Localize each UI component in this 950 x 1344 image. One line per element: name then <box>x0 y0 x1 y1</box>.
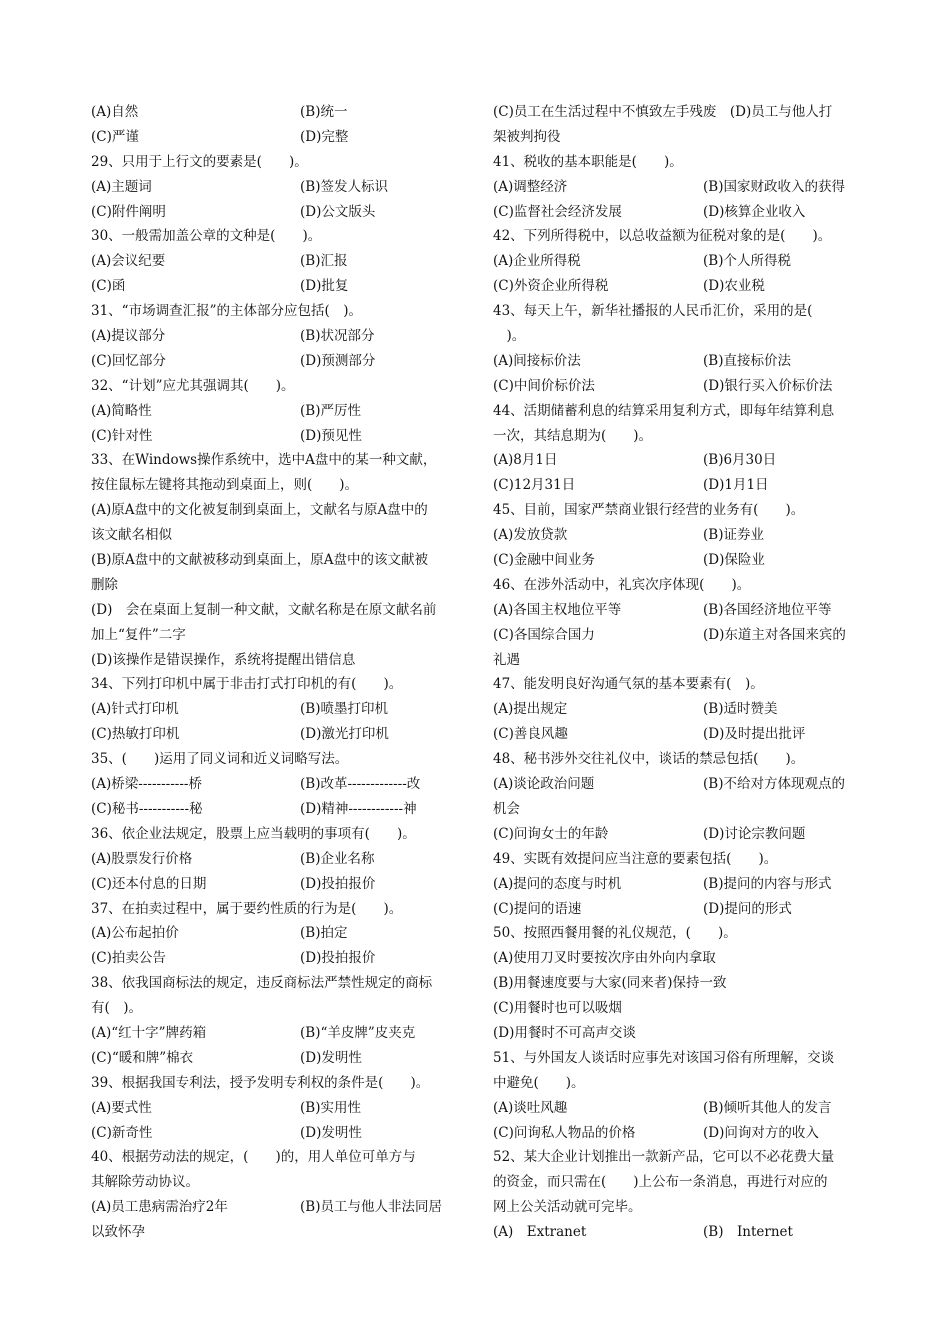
option-row <box>493 872 865 897</box>
text-line: 43、每天上午，新华社播报的人民币汇价，采用的是( <box>493 303 813 320</box>
option-text: (A)提出规定 <box>493 701 568 718</box>
option-text: (D)预测部分 <box>300 352 376 369</box>
option-text: (B)“羊皮牌”皮夹克 <box>300 1024 416 1041</box>
option-text: (C)金融中间业务 <box>493 552 595 569</box>
option-text: (B)严厉性 <box>300 402 361 419</box>
option-text: (A) Extranet <box>493 1224 587 1241</box>
option-text: (C)问询私人物品的价格 <box>493 1124 636 1141</box>
option-text: (C)还本付息的日期 <box>91 875 207 892</box>
option-row <box>493 822 865 847</box>
option-row <box>91 324 463 349</box>
option-text: (A)公布起拍价 <box>91 925 179 942</box>
option-text: (B)提问的内容与形式 <box>703 875 832 892</box>
option-text: (B)各国经济地位平等 <box>703 601 832 618</box>
option-text: (D)发明性 <box>300 1124 362 1141</box>
option-row <box>493 772 865 797</box>
option-row <box>91 424 463 449</box>
option-row <box>493 722 865 747</box>
option-text: (B) Internet <box>703 1224 793 1241</box>
option-text: (C)12月31日 <box>493 477 576 494</box>
option-text: (D)投拍报价 <box>300 875 376 892</box>
text-line: 38、依我国商标法的规定，违反商标法严禁性规定的商标 <box>91 975 433 992</box>
right-column <box>493 100 865 1245</box>
text-line: 39、根据我国专利法，授予发明专利权的条件是( )。 <box>91 1074 430 1091</box>
option-text: (A)发放贷款 <box>493 527 568 544</box>
text-line: 的资金，而只需在( )上公布一条消息，再进行对应的 <box>493 1174 828 1191</box>
option-text: (D)银行买入价标价法 <box>703 377 833 394</box>
text-line: (C)员工在生活过程中不慎致左手残废 (D)员工与他人打 <box>493 104 833 120</box>
option-row <box>91 847 463 872</box>
option-text: (A)要式性 <box>91 1099 152 1116</box>
text-line: (B)原A盘中的文献被移动到桌面上，原A盘中的该文献被 <box>91 552 428 569</box>
option-row <box>493 200 865 225</box>
option-row <box>493 349 865 374</box>
option-text: (D)激光打印机 <box>300 726 389 743</box>
option-row <box>91 1021 463 1046</box>
option-text: (B)员工与他人非法同居 <box>300 1199 442 1216</box>
option-row <box>91 399 463 424</box>
option-text: (C)附件阐明 <box>91 203 166 220</box>
option-text: (C)针对性 <box>91 427 153 444</box>
text-line: 礼遇 <box>493 651 520 668</box>
option-text: (C)函 <box>91 278 126 295</box>
text-line: 33、在Windows操作系统中，选中A盘中的某一种文献， <box>91 452 437 469</box>
option-text: (A)谈论政治问题 <box>493 776 595 793</box>
option-row <box>493 1220 865 1245</box>
option-text: (C)拍卖公告 <box>91 950 166 967</box>
option-text: (C)提问的语速 <box>493 900 582 917</box>
option-text: (A)主题词 <box>91 178 152 195</box>
text-line: 34、下列打印机中属于非击打式打印机的有( )。 <box>91 676 403 693</box>
option-text: (C)严谨 <box>91 128 139 145</box>
text-line: 37、在拍卖过程中，属于要约性质的行为是( )。 <box>91 900 403 917</box>
text-line: 有( )。 <box>91 1000 143 1017</box>
option-text: (B)个人所得税 <box>703 253 791 270</box>
option-text: (A)“红十字”牌药箱 <box>91 1024 207 1041</box>
text-line: 51、与外国友人谈话时应事先对该国习俗有所理解，交谈 <box>493 1049 835 1066</box>
option-text: (B)汇报 <box>300 253 348 270</box>
option-text: (D)及时提出批评 <box>703 726 806 743</box>
option-text: (C)“暖和牌”棉衣 <box>91 1049 194 1066</box>
option-row <box>91 274 463 299</box>
option-text: (D)1月1日 <box>703 477 769 494</box>
option-text: (B)适时赞美 <box>703 701 778 718</box>
text-line: 36、依企业法规定，股票上应当载明的事项有( )。 <box>91 825 416 842</box>
option-text: (B)状况部分 <box>300 328 375 345</box>
text-line: 按住鼠标左键将其拖动到桌面上，则( )。 <box>91 477 359 494</box>
option-text: (A)提问的态度与时机 <box>493 875 622 892</box>
option-text: (D)发明性 <box>300 1049 362 1066</box>
option-row <box>493 1096 865 1121</box>
option-text: (B)拍定 <box>300 925 348 942</box>
option-row <box>493 548 865 573</box>
text-line: 删除 <box>91 576 118 593</box>
option-row <box>493 623 865 648</box>
option-text: (B)统一 <box>300 104 348 120</box>
option-text: (C)各国综合国力 <box>493 626 595 643</box>
option-row <box>91 249 463 274</box>
option-text: (C)秘书-----------秘 <box>91 800 203 817</box>
option-row <box>91 125 463 150</box>
option-row <box>91 1121 463 1146</box>
option-text: (B)签发人标识 <box>300 178 388 195</box>
text-line: 机会 <box>493 800 520 817</box>
option-text: (D)核算企业收入 <box>703 203 806 220</box>
text-line: (A)原A盘中的文化被复制到桌面上，文献名与原A盘中的 <box>91 502 428 519</box>
text-line: 44、活期储蓄利息的结算采用复利方式，即每年结算利息 <box>493 402 835 419</box>
option-row <box>493 249 865 274</box>
text-line: (D)该操作是错误操作，系统将提醒出错信息 <box>91 651 356 668</box>
text-line: 该文献名相似 <box>91 527 172 544</box>
text-line: 29、只用于上行文的要素是( )。 <box>91 153 308 170</box>
text-line: 46、在涉外活动中，礼宾次序体现( )。 <box>493 576 751 593</box>
text-line: 48、秘书涉外交往礼仪中，谈话的禁忌包括( )。 <box>493 751 805 768</box>
option-row <box>91 946 463 971</box>
option-text: (D)公文版头 <box>300 203 376 220</box>
option-row <box>91 772 463 797</box>
text-line: (D) 会在桌面上复制一种文献，文献名称是在原文献名前 <box>91 601 437 618</box>
text-line: 其解除劳动协议。 <box>91 1174 199 1191</box>
option-text: (A)股票发行价格 <box>91 850 193 867</box>
text-line: (C)用餐时也可以吸烟 <box>493 1000 622 1017</box>
option-row <box>493 448 865 473</box>
option-text: (C)热敏打印机 <box>91 726 180 743</box>
text-line: 32、“计划”应尤其强调其( )。 <box>91 377 295 394</box>
option-text: (B)喷墨打印机 <box>300 701 388 718</box>
text-line: (B)用餐速度要与大家(同来者)保持一致 <box>493 975 727 992</box>
option-row <box>91 1046 463 1071</box>
option-text: (A)桥梁-----------桥 <box>91 776 202 793</box>
option-row <box>91 200 463 225</box>
text-line: 40、根据劳动法的规定，( )的，用人单位可单方与 <box>91 1149 416 1166</box>
text-line: (A)使用刀叉时要按次序由外向内拿取 <box>493 950 716 967</box>
option-text: (A)调整经济 <box>493 178 568 195</box>
option-text: (B)改革-------------改 <box>300 776 421 793</box>
text-line: 30、一般需加盖公章的文种是( )。 <box>91 228 322 245</box>
option-row <box>493 175 865 200</box>
option-row <box>91 175 463 200</box>
text-line: 一次，其结息期为( )。 <box>493 427 653 444</box>
option-text: (D)预见性 <box>300 427 362 444</box>
option-row <box>493 473 865 498</box>
text-line: 49、实既有效提问应当注意的要素包括( )。 <box>493 850 778 867</box>
option-text: (C)回忆部分 <box>91 352 166 369</box>
option-text: (A)会议纪要 <box>91 253 166 270</box>
option-text: (D)批复 <box>300 278 349 295</box>
option-row <box>493 374 865 399</box>
option-text: (D)完整 <box>300 128 349 145</box>
option-text: (D)农业税 <box>703 278 765 295</box>
option-text: (C)中间价标价法 <box>493 377 595 394</box>
text-line: 42、下列所得税中，以总收益额为征税对象的是( )。 <box>493 228 832 245</box>
option-row <box>91 697 463 722</box>
option-row <box>91 872 463 897</box>
option-row <box>493 523 865 548</box>
option-row <box>493 697 865 722</box>
option-text: (A)简略性 <box>91 402 152 419</box>
option-text: (D)精神------------神 <box>300 800 417 817</box>
text-line: 47、能发明良好沟通气氛的基本要素有( )。 <box>493 676 764 693</box>
text-line: 以致怀孕 <box>91 1224 145 1241</box>
option-text: (B)企业名称 <box>300 850 375 867</box>
option-row <box>493 598 865 623</box>
option-row <box>91 349 463 374</box>
option-text: (A)自然 <box>91 104 139 120</box>
option-text: (B)倾听其他人的发言 <box>703 1099 832 1116</box>
option-row <box>91 1096 463 1121</box>
option-text: (C)新奇性 <box>91 1124 153 1141</box>
option-row <box>91 722 463 747</box>
option-row <box>493 897 865 922</box>
option-text: (D)投拍报价 <box>300 950 376 967</box>
option-row <box>493 1121 865 1146</box>
text-line: 中避免( )。 <box>493 1074 585 1091</box>
option-text: (B)证券业 <box>703 527 764 544</box>
option-row <box>91 100 463 125</box>
text-line: 50、按照西餐用餐的礼仪规范，( )。 <box>493 925 737 942</box>
option-text: (A)员工患病需治疗2年 <box>91 1199 228 1216</box>
option-text: (C)外资企业所得税 <box>493 278 609 295</box>
option-row <box>91 1195 463 1220</box>
text-line: 网上公关活动就可完毕。 <box>493 1199 642 1216</box>
option-text: (A)针式打印机 <box>91 701 179 718</box>
left-column <box>91 100 463 1245</box>
option-text: (A)企业所得税 <box>493 253 581 270</box>
option-text: (D)东道主对各国来宾的 <box>703 626 846 643</box>
option-text: (C)问询女士的年龄 <box>493 825 609 842</box>
option-row <box>493 274 865 299</box>
option-text: (B)国家财政收入的获得 <box>703 178 845 195</box>
option-row <box>91 797 463 822</box>
text-line: 45、目前，国家严禁商业银行经营的业务有( )。 <box>493 502 805 519</box>
option-text: (A)8月1日 <box>493 452 558 469</box>
option-text: (D)提问的形式 <box>703 900 792 917</box>
text-line: (D)用餐时不可高声交谈 <box>493 1024 636 1041</box>
option-text: (A)间接标价法 <box>493 352 581 369</box>
option-row <box>91 921 463 946</box>
option-text: (A)提议部分 <box>91 328 166 345</box>
text-line: 52、某大企业计划推出一款新产品，它可以不必花费大量 <box>493 1149 835 1166</box>
option-text: (B)实用性 <box>300 1099 361 1116</box>
option-text: (D)保险业 <box>703 552 765 569</box>
text-line: 31、“市场调查汇报”的主体部分应包括( )。 <box>91 303 363 320</box>
option-text: (C)监督社会经济发展 <box>493 203 622 220</box>
text-line: 35、( )运用了同义词和近义词略写法。 <box>91 751 349 768</box>
option-text: (B)6月30日 <box>703 452 777 469</box>
text-line: )。 <box>493 328 526 345</box>
option-text: (C)善良风趣 <box>493 726 568 743</box>
option-text: (D)讨论宗教问题 <box>703 825 806 842</box>
text-line: 架被判拘役 <box>493 128 561 145</box>
option-text: (D)问询对方的收入 <box>703 1124 819 1141</box>
option-text: (A)谈吐风趣 <box>493 1099 568 1116</box>
option-text: (B)不给对方体现观点的 <box>703 776 845 793</box>
text-line: 加上“复件”二字 <box>91 626 186 643</box>
option-text: (B)直接标价法 <box>703 352 791 369</box>
text-line: 41、税收的基本职能是( )。 <box>493 153 683 170</box>
option-text: (A)各国主权地位平等 <box>493 601 622 618</box>
